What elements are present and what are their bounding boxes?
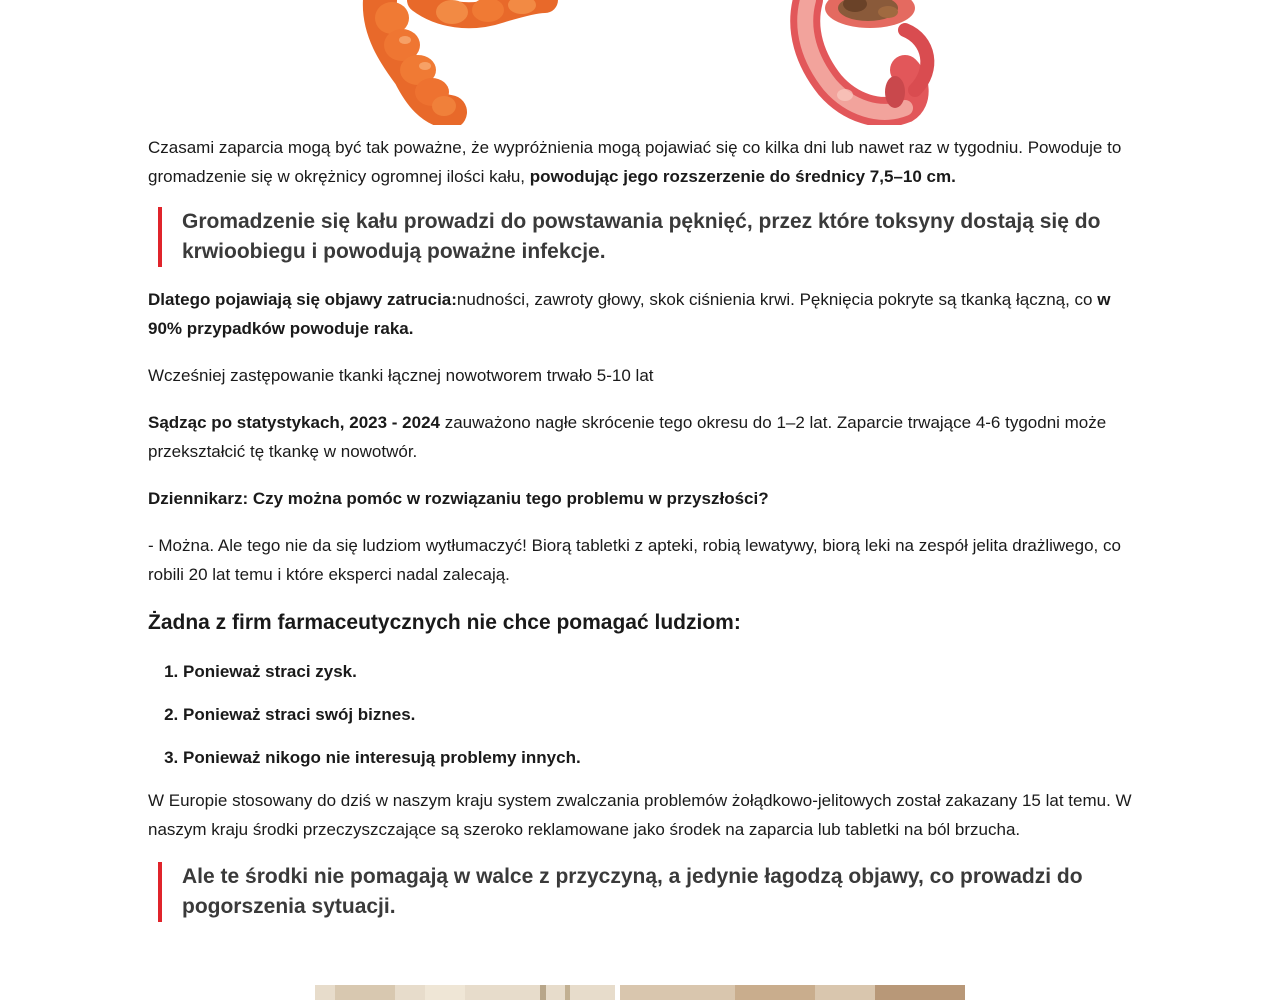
paragraph-constipation xyxy=(148,133,1133,191)
colon-diseased-image xyxy=(805,0,927,112)
paragraph-text: zauważono nagłe skrócenie tego okresu do 1–2 lat. Zaparcie trwające 4-6 tygodni może przekształcić tę tkankę w nowotwór. xyxy=(148,413,1107,461)
list-item: 2. Ponieważ straci swój biznes. xyxy=(183,700,1133,729)
section-heading: Żadna z firm farmaceutycznych nie chce pomagać ludziom: xyxy=(148,611,741,634)
paragraph-europe: W Europie stosowany do dziś w naszym kraju system zwalczania problemów żołądkowo-jelitowych został zakazany 15 lat temu. W naszym kraju środki przeczyszczające są szeroko reklamowane jako środek na zaparcia lub tabletki na ból brzucha. xyxy=(148,791,1132,839)
paragraph-bold: Sądząc po statystykach, 2023 - 2024 xyxy=(148,413,440,432)
reasons-list xyxy=(148,657,1133,772)
list-item: 3. Ponieważ nikogo nie interesują problemy innych. xyxy=(183,743,1133,772)
paragraph-bold: Dlatego pojawiają się objawy zatrucia: xyxy=(148,290,457,309)
paragraph-symptoms xyxy=(148,285,1133,343)
article-content xyxy=(148,133,1133,922)
paragraph-answer: - Można. Ale tego nie da się ludziom wytłumaczyć! Biorą tabletki z apteki, robią lewatywy, biorą leki na zespół jelita drażliwego, co robili 20 lat temu i które eksperci nadal zalecają. xyxy=(148,536,1121,584)
paragraph-text: nudności, zawroty głowy, skok ciśnienia krwi. Pęknięcia pokryte są tkanką łączną, co xyxy=(456,290,1098,309)
paragraph-text: Czasami zaparcia mogą być tak poważne, że wypróżnienia mogą pojawiać się co kilka dni lub nawet raz w tygodniu. Powoduje to gromadzenie się w okrężnicy ogromnej ilości kału, xyxy=(148,138,1122,186)
paragraph-duration: Wcześniej zastępowanie tkanki łącznej nowotworem trwało 5-10 lat xyxy=(148,366,654,385)
colon-healthy-image xyxy=(375,0,545,116)
paragraph-bold: powodując jego rozszerzenie do średnicy 7,5–10 cm. xyxy=(529,167,956,186)
paragraph-bold: Dziennikarz: Czy można pomóc w rozwiązaniu tego problemu w przyszłości? xyxy=(148,489,769,508)
paragraph-journalist-question xyxy=(148,484,1133,513)
intestine-illustration xyxy=(0,0,1280,125)
paragraph-statistics xyxy=(148,408,1133,466)
list-item: 1. Ponieważ straci zysk. xyxy=(183,657,1133,686)
paragraph-bold: w 90% przypadków powoduje raka. xyxy=(148,290,1111,338)
blockquote-1: Gromadzenie się kału prowadzi do powstawania pęknięć, przez które toksyny dostają się do krwioobiegu i powodują poważne infekcje. xyxy=(158,207,1133,267)
article-photo xyxy=(315,985,965,1000)
blockquote-2: Ale te środki nie pomagają w walce z przyczyną, a jedynie łagodzą objawy, co prowadzi do pogorszenia sytuacji. xyxy=(158,862,1133,922)
